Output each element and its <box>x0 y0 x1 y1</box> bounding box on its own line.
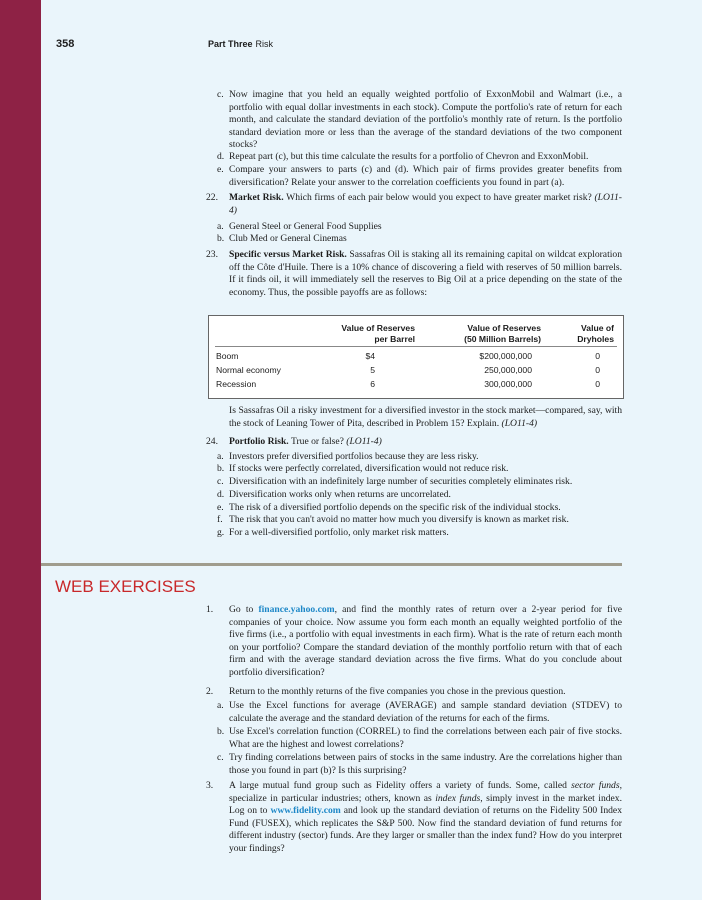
problem-24c: c. Diversification with an indefinitely large number of securities completely eliminates risk. <box>217 476 573 487</box>
yahoo-finance-link[interactable]: finance.yahoo.com <box>258 604 335 615</box>
fidelity-link[interactable]: www.fidelity.com <box>270 805 341 817</box>
row-value: 250,000,000 <box>484 365 532 375</box>
row-state: Recession <box>216 379 257 389</box>
page-number: 358 <box>56 38 75 50</box>
problem-23: 23. Specific versus Market Risk. Sassafras Oil is staking all its remaining capital on wildcat exploration off the Côte d'Huile. There is a 10% chance of discovering a field with reserves of 50 million barrels. If it finds oil, it will immediately sell the reserves to Big Oil at a price depending on the state of the economy. Thus, the possible payoffs are as follows: <box>206 249 622 298</box>
col-header-dryholes: Value of Dryholes <box>577 323 614 344</box>
row-per-barrel: 5 <box>370 365 375 375</box>
problem-23-question: Is Sassafras Oil a risky investment for a diversified investor in the stock market—compared, say, with the stock of Leaning Tower of Pita, described in Problem 15? Explain. (LO11-4) <box>229 405 622 429</box>
col-header-value-reserves: Value of Reserves (50 Million Barrels) <box>464 323 541 344</box>
web-exercise-2b: b. Use Excel's correlation function (CORREL) to find the correlations between each pair of five stocks. What are the highest and lowest correlations? <box>217 726 622 750</box>
web-exercise-2c: c. Try finding correlations between pairs of stocks in the same industry. Are the correlations higher than those you found in part (b)? Is this surprising? <box>217 752 622 776</box>
problem-24f: f. The risk that you can't avoid no matter how much you diversify is known as market risk. <box>217 514 569 525</box>
payoff-table <box>208 315 624 399</box>
problem-24b: b. If stocks were perfectly correlated, diversification would not reduce risk. <box>217 463 509 474</box>
problem-22: 22. Market Risk. Which firms of each pair below would you expect to have greater market risk? (LO11-4) <box>206 192 622 216</box>
row-value: $200,000,000 <box>479 351 532 361</box>
problem-24: 24. Portfolio Risk. True or false? (LO11-4) <box>206 436 382 447</box>
problem-22b: b. Club Med or General Cinemas <box>217 233 347 244</box>
problem-21e: e. Compare your answers to parts (c) and (d). Which pair of firms provides greater benefits from diversification? Relate your answer to the correlation coefficients you found in part (a). <box>217 164 622 188</box>
section-divider <box>41 563 622 566</box>
web-exercises-heading: WEB EXERCISES <box>55 577 196 596</box>
problem-21d: d. Repeat part (c), but this time calculate the results for a portfolio of Chevron and ExxonMobil. <box>217 151 589 162</box>
row-per-barrel: $4 <box>365 351 375 361</box>
part-label: Part Three Risk <box>208 39 274 49</box>
row-value: 300,000,000 <box>484 379 532 389</box>
problem-22a: a. General Steel or General Food Supplies <box>217 221 382 232</box>
row-dryholes: 0 <box>595 365 600 375</box>
web-exercise-1: 1. Go to finance.yahoo.com, and find the monthly rates of return over a 2-year period for five companies of your choice. Now assume you form each month an equally weighted portfolio of the five firms (i.e., a portfolio with equal investments in each firm). What is the rate of return each month on your portfolio? Compare the standard deviation of the monthly portfolio return with that of each firm and with the average standard deviation across the five firms. What do you conclude about portfolio diversification? <box>206 604 622 678</box>
table-header-rule <box>215 346 617 347</box>
row-state: Normal economy <box>216 365 281 375</box>
problem-24a: a. Investors prefer diversified portfolios because they are less risky. <box>217 451 479 462</box>
chapter-sidebar-band <box>0 0 41 900</box>
web-exercise-2: 2. Return to the monthly returns of the five companies you chose in the previous question. <box>206 686 566 697</box>
web-exercise-2a: a. Use the Excel functions for average (AVERAGE) and sample standard deviation (STDEV) to calculate the average and the standard deviation of the returns for each of the firms. <box>217 700 622 724</box>
problem-24e: e. The risk of a diversified portfolio depends on the specific risk of the individual stocks. <box>217 502 561 513</box>
row-state: Boom <box>216 351 239 361</box>
col-header-per-barrel: Value of Reserves per Barrel <box>341 323 415 344</box>
row-dryholes: 0 <box>595 379 600 389</box>
running-header <box>56 38 702 52</box>
row-per-barrel: 6 <box>370 379 375 389</box>
problem-24d: d. Diversification works only when returns are uncorrelated. <box>217 489 451 500</box>
problem-21c: c. Now imagine that you held an equally weighted portfolio of ExxonMobil and Walmart (i.e., a portfolio with equal dollar investments in each stock). Compute the portfolio's rate of return for each month, and calculate the standard deviation of the portfolio's monthly rate of return. Is the portfolio standard deviation more or less than the average of the standard deviations of the two component stocks? <box>217 89 622 151</box>
problem-24g: g. For a well-diversified portfolio, only market risk matters. <box>217 527 449 538</box>
row-dryholes: 0 <box>595 351 600 361</box>
web-exercise-3: 3. A large mutual fund group such as Fidelity offers a variety of funds. Some, called sector funds, specialize in particular industries; others, known as index funds, simply invest in the market index. Log on to www.fidelity.com and look up the standard deviation of returns on the Fidelity 500 Index Fund (FUSEX), which replicates the S&P 500. Now find the standard deviation of fund returns for different industry (sector) funds. Are they larger or smaller than the index fund? How do you interpret your findings? <box>206 780 622 854</box>
